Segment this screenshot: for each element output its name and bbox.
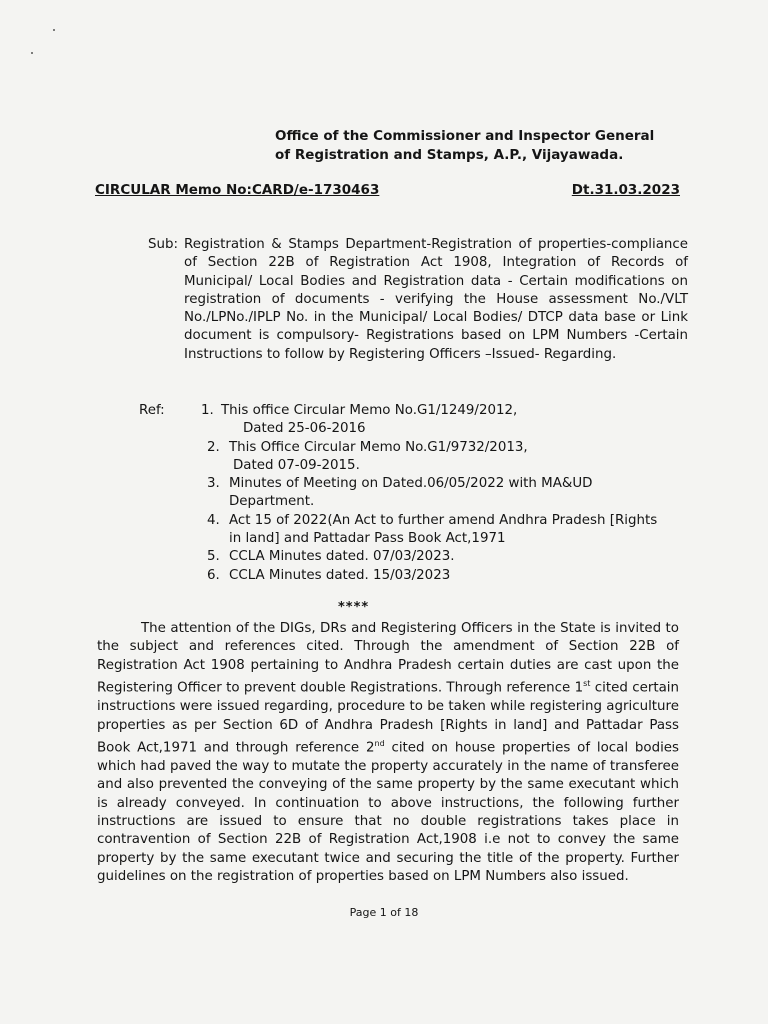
superscript: nd xyxy=(374,738,385,748)
section-separator: **** xyxy=(338,600,370,615)
reference-line: This office Circular Memo No.G1/1249/2012, xyxy=(221,403,518,418)
references-list xyxy=(139,402,699,585)
reference-number: 3. xyxy=(207,476,220,492)
office-line-1: Office of the Commissioner and Inspector General xyxy=(275,128,655,144)
memo-date: Dt.31.03.2023 xyxy=(571,182,680,198)
reference-line: CCLA Minutes dated. 15/03/2023 xyxy=(229,567,451,583)
subject-text: Registration & Stamps Department-Registration of properties-compliance of Section 22B of Registration Act 1908, Integration of Records of Municipal/ Local Bodies and Registration data - Certain modifications on registration of documents - verifying the House assessment No./VLT No./LPNo./IPLP No. in the Municipal/ Local Bodies/ DTCP data base or Link document is compulsory- Registrations based on LPM Numbers -Certain Instructions to follow by Registering Officers –Issued- Regarding. xyxy=(184,237,688,362)
reference-number: 4. xyxy=(207,512,220,528)
reference-item xyxy=(139,439,699,476)
reference-item xyxy=(139,567,699,585)
reference-line: Department. xyxy=(229,494,315,510)
references-block xyxy=(139,402,699,585)
reference-item xyxy=(139,548,699,566)
body-text-part: The attention of the DIGs, DRs and Registering Officers in the State is invited to the subject and references cited. Through the amendment of Section 22B of Registration Act 1908 pertaining to Andhra Pradesh certain duties are cast upon the Registering Officer to prevent double Registrations. Through reference 1 xyxy=(97,621,679,696)
reference-item xyxy=(139,512,699,549)
reference-line: CCLA Minutes dated. 07/03/2023. xyxy=(229,549,455,565)
reference-number: 2. xyxy=(207,439,220,455)
superscript: st xyxy=(583,679,591,689)
reference-line: Dated 07-09-2015. xyxy=(233,457,360,473)
reference-number: 6. xyxy=(207,567,220,583)
reference-line: Minutes of Meeting on Dated.06/05/2022 with MA&UD xyxy=(229,476,593,492)
reference-number: 1. xyxy=(201,403,214,418)
reference-line: Dated 25-06-2016 xyxy=(243,421,366,437)
memo-number: CIRCULAR Memo No:CARD/e-1730463 xyxy=(95,182,380,198)
reference-line: Act 15 of 2022(An Act to further amend Andhra Pradesh [Rights xyxy=(229,512,658,528)
body-text-part: cited certain instructions were issued regarding, procedure to be taken while registering agriculture properties as per Section 6D of Andhra Pradesh [Rights in land] and Pattadar Pass Book Act,1971 and through reference 2 xyxy=(97,680,679,756)
scan-speck xyxy=(53,29,55,31)
page-number: Page 1 of 18 xyxy=(349,906,419,919)
reference-line: in land] and Pattadar Pass Book Act,1971 xyxy=(229,531,506,547)
office-line-2: of Registration and Stamps, A.P., Vijayawada. xyxy=(275,147,624,163)
reference-number: 5. xyxy=(207,549,220,565)
office-header xyxy=(275,127,715,165)
body-paragraph xyxy=(97,620,679,887)
reference-line: This Office Circular Memo No.G1/9732/2013, xyxy=(229,439,528,455)
reference-item xyxy=(139,402,699,439)
reference-item xyxy=(139,475,699,512)
subject-block xyxy=(148,236,688,364)
references-label: Ref: xyxy=(139,403,165,418)
scan-speck xyxy=(31,52,33,54)
subject-label: Sub: xyxy=(148,237,178,252)
body-text-part: cited on house properties of local bodies which had paved the way to mutate the property accurately in the name of transferee and also prevented the conveying of the same property by the same executant which is already conveyed. In continuation to above instructions, the following further instructions are issued to ensure that no double registrations takes place in contravention of Section 22B of Registration Act,1908 i.e not to convey the same property by the same executant twice and securing the title of the property. Further guidelines on the registration of properties based on LPM Numbers also issued. xyxy=(97,740,679,885)
